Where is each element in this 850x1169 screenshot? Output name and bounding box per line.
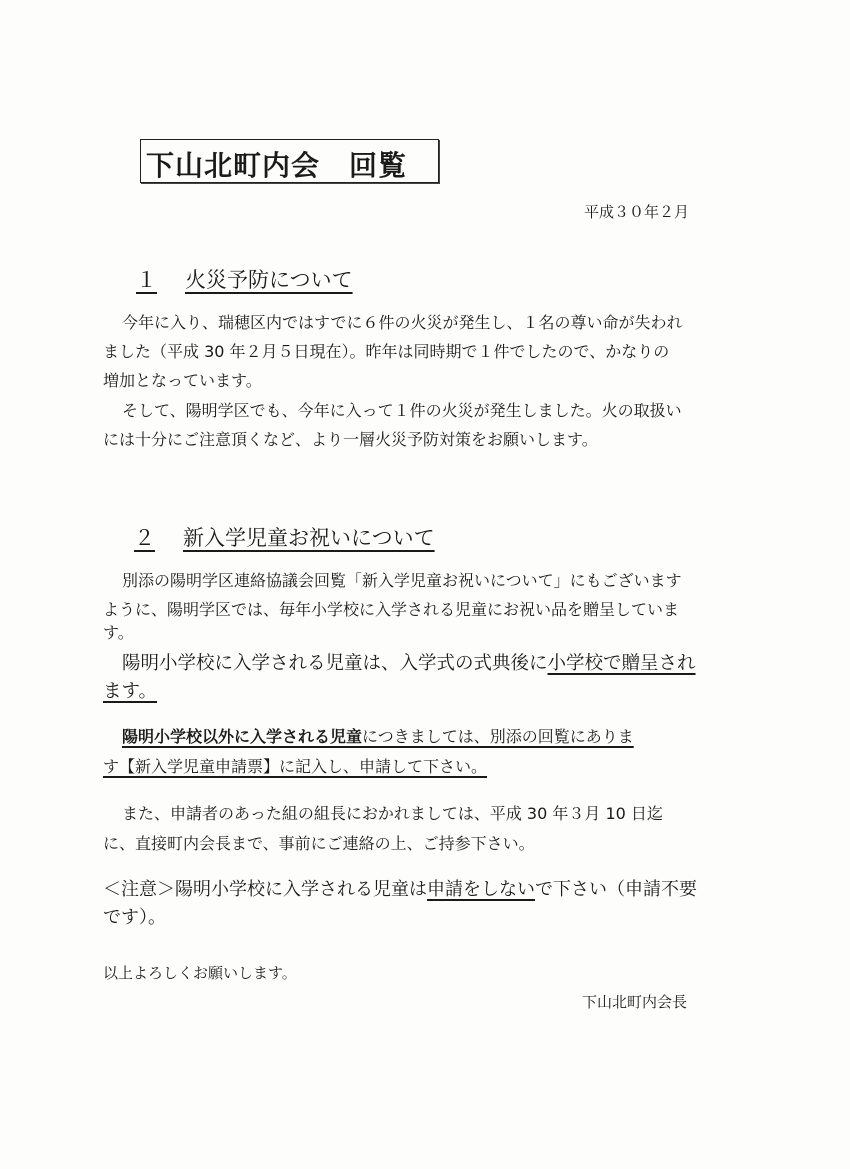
section2-heading xyxy=(134,522,435,552)
section2-para4-line2: に、直接町内会長まで、事前にご連絡の上、ご持参下さい。 xyxy=(103,834,535,853)
page-title: 下山北町内会 回覧 xyxy=(146,149,408,182)
note-line2: です）。 xyxy=(103,907,166,928)
section1-title: 火災予防について xyxy=(185,268,353,292)
note-no-application: 申請をしない xyxy=(427,879,535,900)
note-text: ＜注意＞陽明小学校に入学される児童は xyxy=(103,879,427,900)
section1-heading xyxy=(136,264,353,294)
section2-para4-line1: また、申請者のあった組の組長におかれましては、平成 30 年３月 10 日迄 xyxy=(122,804,663,823)
section2-para3-line2: す【新入学児童申請票】に記入し、申請して下さい。 xyxy=(103,757,488,776)
section1-para2-line2: には十分にご注意頂くなど、より一層火災予防対策をお願いします。 xyxy=(103,430,598,449)
section2-para3-line1 xyxy=(122,722,634,751)
other-school-emphasis: 陽明小学校以外に入学される児童 xyxy=(122,727,363,746)
section2-para1-line2: ように、陽明学区では、毎年小学校に入学される児童にお祝い品を贈呈していま xyxy=(103,600,680,619)
signature: 下山北町内会長 xyxy=(582,993,688,1011)
other-school-text: につきましては、別添の回覧にありま xyxy=(362,727,634,746)
note-line1 xyxy=(103,875,697,905)
section1-para1-line1: 今年に入り、瑞穂区内ではすでに６件の火災が発生し、１名の尊い命が失われ xyxy=(122,313,683,332)
section1-para1-line2: ました（平成 30 年２月５日現在）。昨年は同時期で１件でしたので、かなりの xyxy=(103,342,670,361)
section2-para2-line2: ます。 xyxy=(103,681,158,702)
document-date: 平成３０年２月 xyxy=(584,203,690,221)
closing-text: 以上よろしくお願いします。 xyxy=(103,964,297,982)
section2-title: 新入学児童お祝いについて xyxy=(183,526,435,550)
section1-para2-line1: そして、陽明学区でも、今年に入って１件の火災が発生しました。火の取扱い xyxy=(122,401,682,420)
section2-number: ２ xyxy=(134,526,155,550)
section2-para2-line1 xyxy=(122,648,696,679)
section1-number: １ xyxy=(136,268,157,292)
section1-para1-line3: 増加となっています。 xyxy=(103,371,262,390)
section2-para1-line1: 別添の陽明学区連絡協議会回覧「新入学児童お祝いについて」にもございます xyxy=(122,571,682,590)
note-text-tail: で下さい（申請不要 xyxy=(535,879,697,900)
presentation-location-underlined: 小学校で贈呈され xyxy=(547,653,696,674)
section2-para1-line3: す。 xyxy=(103,623,134,642)
presentation-text: 陽明小学校に入学される児童は、入学式の式典後に xyxy=(122,653,548,674)
